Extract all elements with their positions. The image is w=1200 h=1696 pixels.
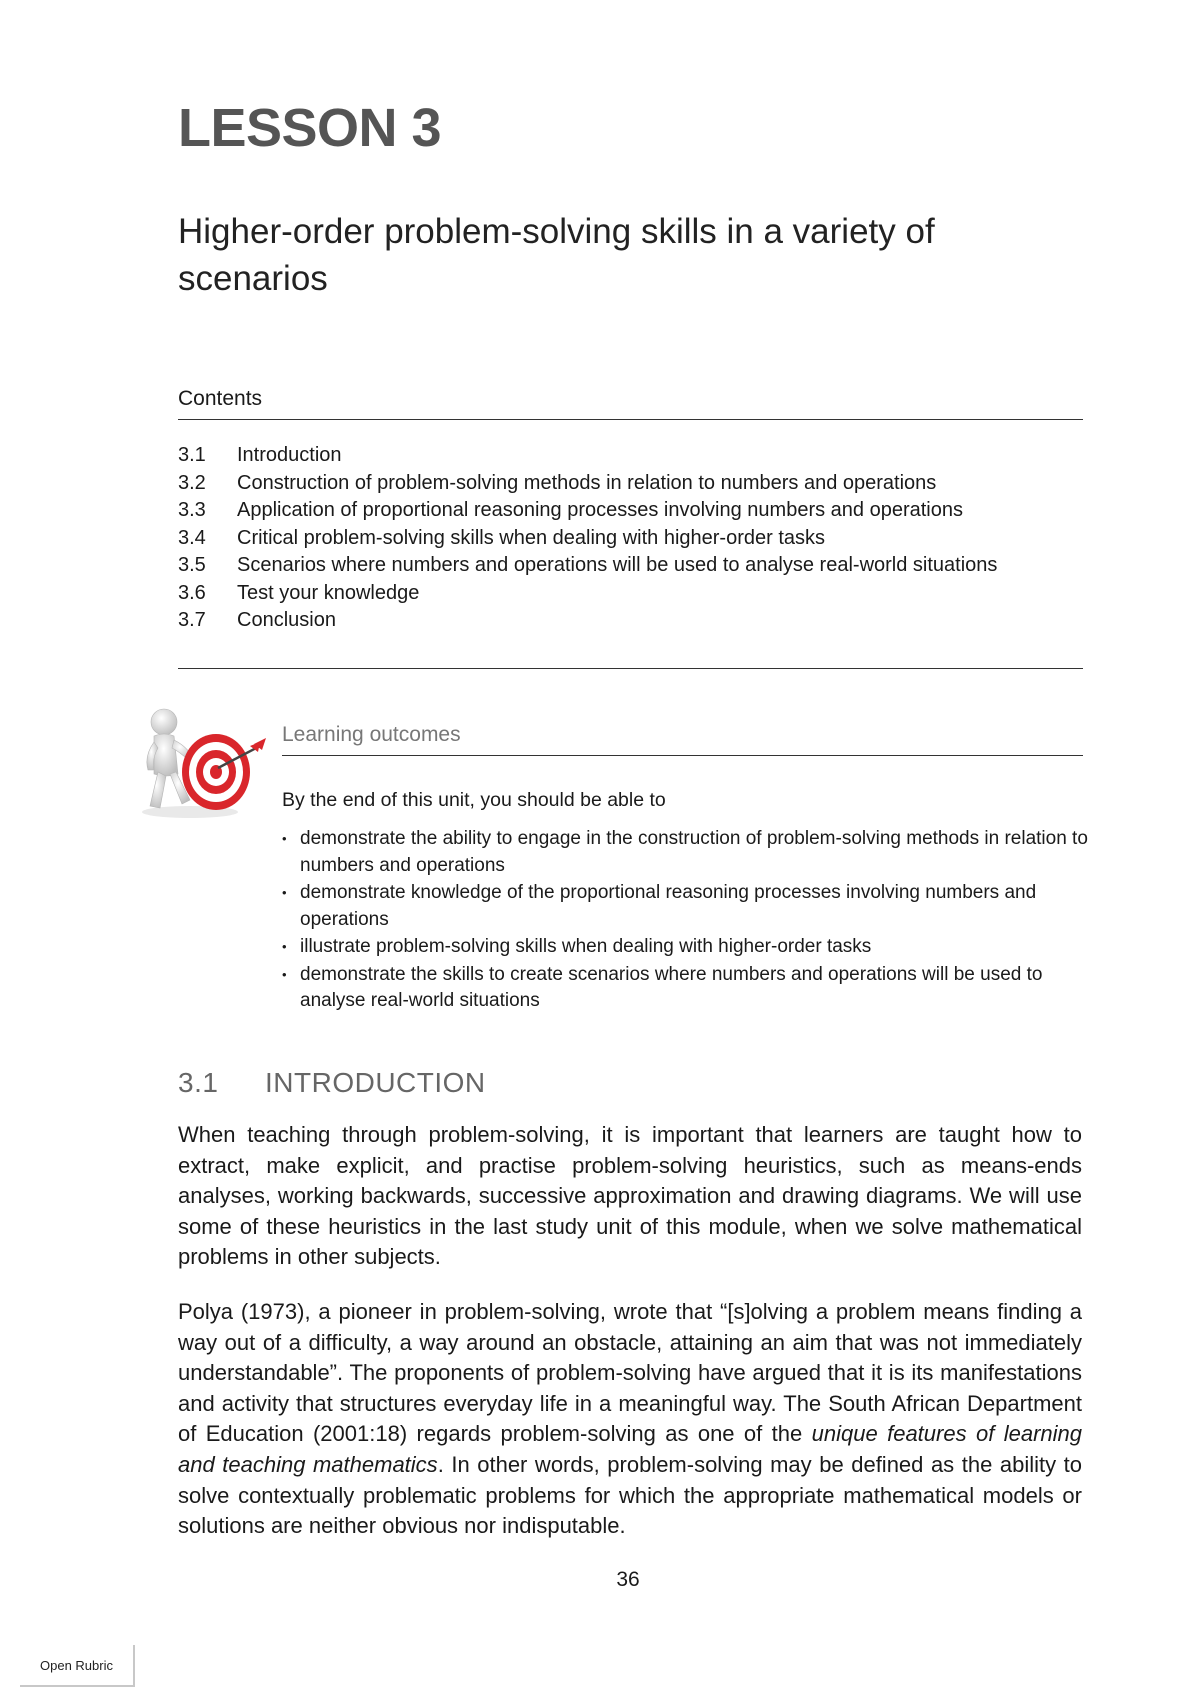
open-rubric-badge[interactable]: Open Rubric	[20, 1645, 135, 1687]
toc-item-title: Construction of problem-solving methods in relation to numbers and operations	[237, 471, 937, 494]
learning-outcomes-intro: By the end of this unit, you should be able to	[282, 789, 666, 811]
list-item	[282, 934, 1090, 961]
toc-item-title: Critical problem-solving skills when dealing with higher-order tasks	[237, 526, 826, 549]
toc-item[interactable]	[178, 497, 1083, 525]
list-item-text: demonstrate the ability to engage in the construction of problem-solving methods in relation to numbers and operations	[300, 828, 1088, 876]
body-paragraph	[178, 1297, 1082, 1542]
learning-outcomes-rule	[282, 755, 1083, 756]
list-item-text: illustrate problem-solving skills when dealing with higher-order tasks	[300, 936, 872, 957]
bullet: •	[282, 939, 287, 954]
learning-outcomes-heading: Learning outcomes	[282, 723, 461, 746]
contents-label: Contents	[178, 387, 263, 410]
lesson-title: LESSON 3	[178, 98, 442, 158]
toc-item-number: 3.5	[178, 554, 206, 577]
section-number: 3.1	[178, 1067, 219, 1098]
list-item	[282, 880, 1090, 933]
bullet: •	[282, 885, 287, 900]
toc-item-number: 3.3	[178, 499, 206, 522]
list-item	[282, 962, 1090, 1015]
toc-item-title: Conclusion	[237, 609, 336, 632]
toc-item-title: Application of proportional reasoning processes involving numbers and operations	[237, 499, 963, 522]
paragraph-text: . In other words, problem-solving may be defined as the ability to solve contextually problematic problems for which the appropriate mathematical models or solutions are neither obvious nor indisputable.	[178, 1451, 1082, 1539]
toc-item[interactable]	[178, 552, 1083, 580]
toc-item[interactable]	[178, 607, 1083, 635]
list-item-text: demonstrate the skills to create scenarios where numbers and operations will be used to analyse real-world situations	[300, 963, 1043, 1011]
toc-item-title: Introduction	[237, 444, 342, 467]
list-item-text: demonstrate knowledge of the proportional reasoning processes involving numbers and operations	[300, 882, 1037, 930]
bullet: •	[282, 966, 287, 982]
toc-item-number: 3.6	[178, 581, 206, 604]
toc-item-number: 3.1	[178, 444, 206, 467]
body-paragraph: When teaching through problem-solving, it is important that learners are taught how to extract, make explicit, and practise problem-solving heuristics, such as means-ends analyses, working backwards, successive approximation and drawing diagrams. We will use some of these heuristics in the last study unit of this module, when we solve mathematical problems in other subjects.	[178, 1122, 1082, 1270]
list-item	[282, 826, 1090, 879]
section-title: INTRODUCTION	[265, 1067, 486, 1098]
toc-item-number: 3.4	[178, 526, 206, 549]
toc-item[interactable]	[178, 470, 1083, 498]
paragraph-text: Polya (1973), a pioneer in problem-solving, wrote that “[s]olving a problem means finding a way out of a difficulty, a way around an obstacle, attaining an aim that was not immediately understandable”. The proponents of problem-solving have argued that it is its manifestations and activity that structures everyday life in a meaningful way. The South African Department of Education (2001:18) regards problem-solving as one of the	[178, 1299, 1082, 1447]
toc-item-title: Scenarios where numbers and operations will be used to analyse real-world situations	[237, 554, 998, 577]
emphasis-text: unique features of learning and teaching mathematics	[178, 1421, 1082, 1477]
contents-top-rule	[178, 419, 1083, 420]
toc-item[interactable]	[178, 442, 1083, 470]
toc-item[interactable]	[178, 525, 1083, 553]
contents-bottom-rule	[178, 668, 1083, 669]
section-heading	[178, 1066, 486, 1100]
toc-item-number: 3.2	[178, 471, 206, 494]
toc-item-title: Test your knowledge	[237, 581, 420, 604]
toc-item-number: 3.7	[178, 609, 206, 632]
figure-with-target-icon	[130, 700, 270, 820]
table-of-contents	[178, 442, 1083, 635]
toc-item[interactable]	[178, 580, 1083, 608]
bullet: •	[282, 831, 287, 846]
page-number: 36	[616, 1568, 640, 1591]
lesson-subtitle: Higher-order problem-solving skills in a variety of scenarios	[178, 212, 935, 298]
learning-outcomes-list	[282, 826, 1090, 1016]
